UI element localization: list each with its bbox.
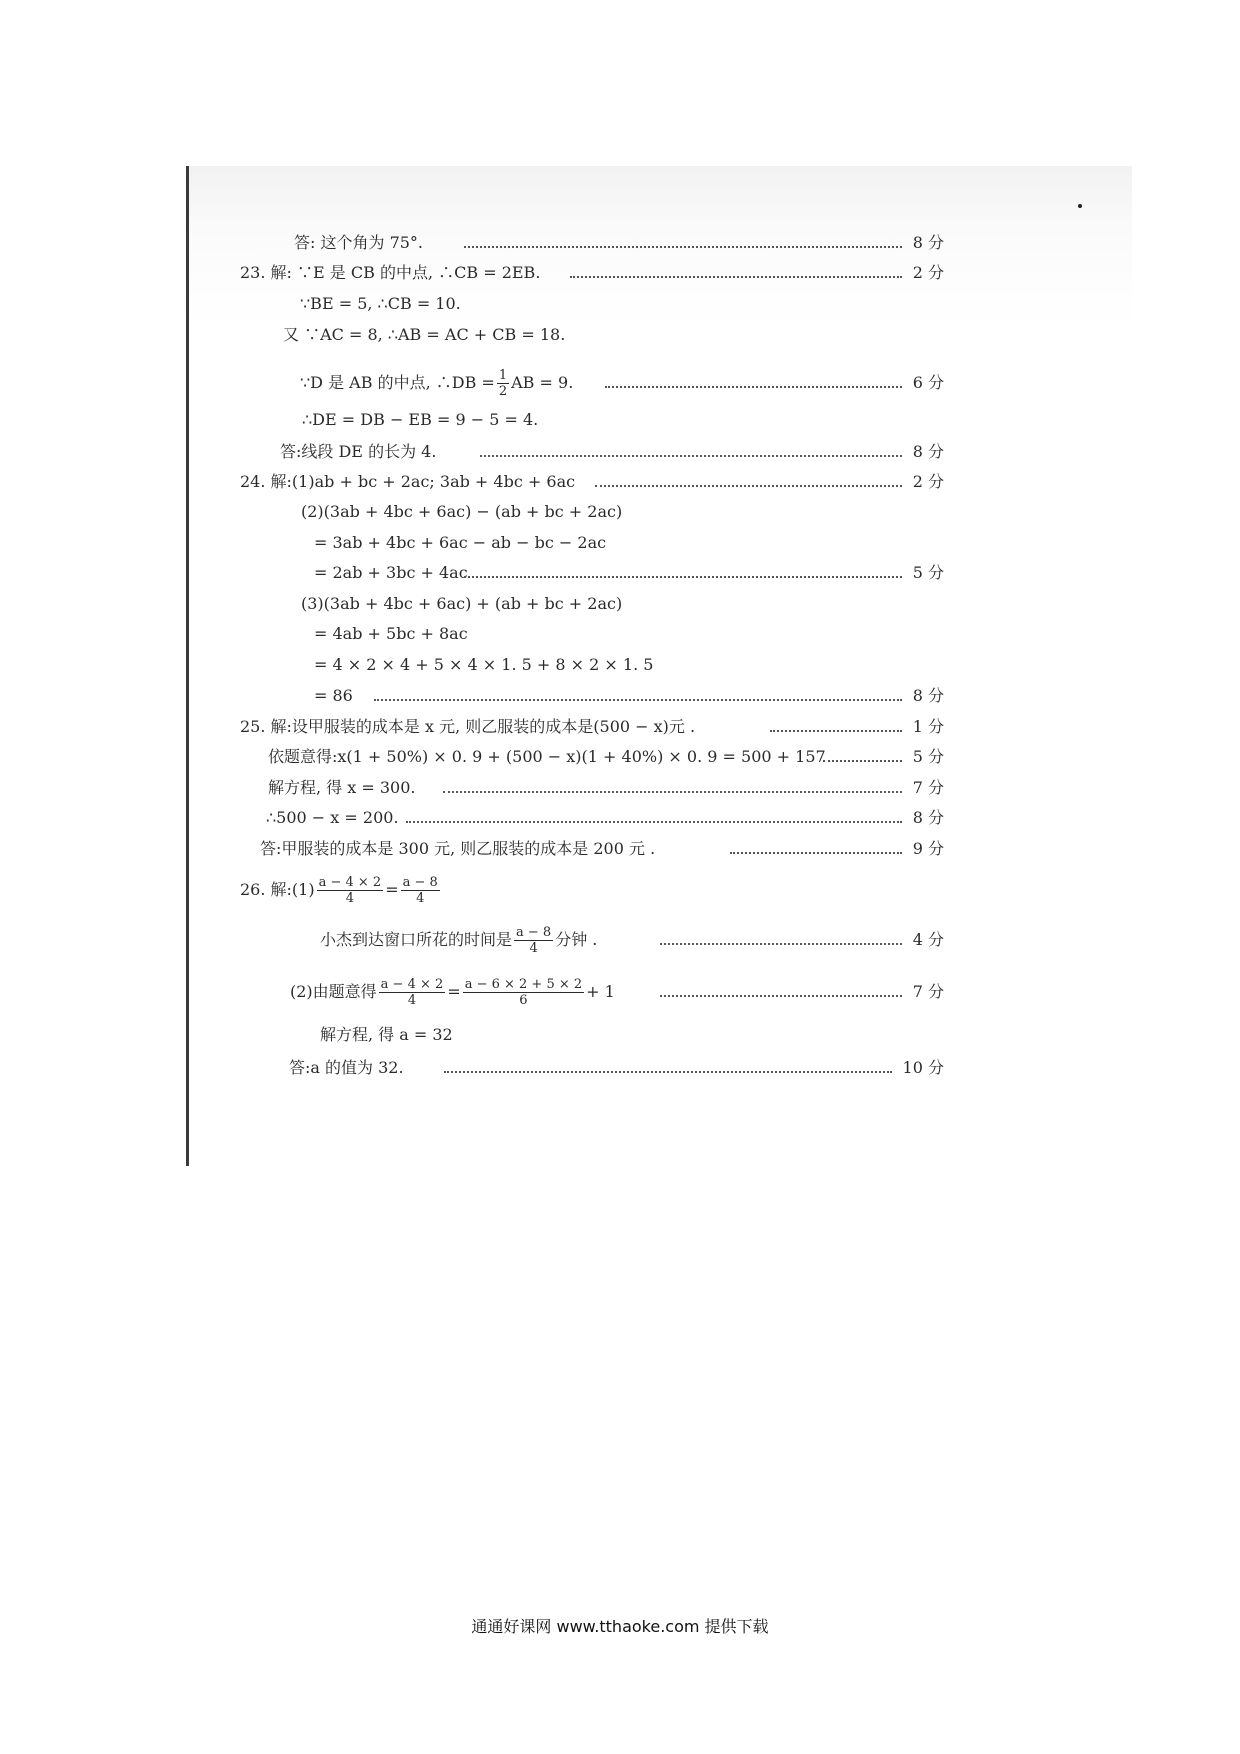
answer-line [280,438,944,466]
answer-text-pre: ∵D 是 AB 的中点, ∴DB = [300,373,495,392]
answer-line [314,559,944,587]
dotted-leader [823,760,902,762]
score-label: 2 分 [912,472,944,491]
answer-text: 解方程, 得 x = 300. [268,778,416,797]
answer-text: 答: 这个角为 75°. [294,233,424,252]
answer-line [268,774,944,802]
answer-text-pre: 小杰到达窗口所花的时间是 [320,930,513,949]
score-label: 2 分 [912,263,944,282]
answer-line [240,468,944,496]
answer-line [314,651,714,679]
answer-line [240,713,944,741]
answer-text-pre: (2)由题意得 [290,982,377,1001]
dotted-leader [464,246,902,248]
answer-line [302,406,702,434]
fraction [379,977,446,1008]
answer-text: (3)(3ab + 4bc + 6ac) + (ab + bc + 2ac) [301,594,623,613]
answer-line [314,682,944,710]
answer-line [290,972,944,1012]
answer-text [240,870,442,910]
answer-line [301,498,701,526]
answer-line [300,290,700,318]
score-label: 8 分 [912,233,944,252]
scan-edge-rule [186,166,189,1166]
fraction [514,925,553,956]
answer-text: ∴500 − x = 200. [266,808,399,827]
dotted-leader [443,791,902,793]
fraction-denominator: 4 [529,941,538,956]
fraction [463,977,584,1008]
answer-line [240,259,944,287]
score-label: 8 分 [912,442,944,461]
fraction-denominator: 4 [407,993,417,1008]
answer-line [320,920,944,960]
answer-line [294,229,944,257]
fraction-numerator: 1 [498,368,508,383]
score-label: 5 分 [912,747,944,766]
answer-text: 解方程, 得 a = 32 [320,1025,453,1044]
fraction [401,875,440,906]
answer-text: ∵BE = 5, ∴CB = 10. [300,294,461,313]
answer-text: 依题意得:x(1 + 50%) × 0. 9 + (500 − x)(1 + 40%) × 0. 9 = 500 + 157 [268,747,826,766]
answer-text-post: + 1 [586,982,615,1001]
score-label: 7 分 [912,778,944,797]
answer-line [300,366,944,400]
fraction-denominator: 6 [519,993,528,1008]
dotted-leader [406,821,902,823]
answer-text: 答:线段 DE 的长为 4. [280,442,437,461]
answer-text: 答:甲服装的成本是 300 元, 则乙服装的成本是 200 元 . [260,839,656,858]
fraction-denominator: 2 [498,384,508,399]
answer-line [320,1021,720,1049]
fraction [317,875,384,906]
answer-text: 24. 解:(1)ab + bc + 2ac; 3ab + 4bc + 6ac [240,472,576,491]
dotted-leader [595,485,902,487]
dotted-leader [480,455,902,457]
answer-line [314,529,714,557]
dotted-leader [464,576,902,578]
answer-line [301,590,701,618]
answer-line [260,835,944,863]
score-label: 10 分 [902,1058,944,1077]
answer-text: = 3ab + 4bc + 6ac − ab − bc − 2ac [314,533,607,552]
score-label: 8 分 [912,686,944,705]
score-label: 9 分 [912,839,944,858]
dotted-leader [374,699,902,701]
fraction-numerator: a − 6 × 2 + 5 × 2 [464,977,583,992]
answer-line [266,804,944,832]
answer-text: 23. 解: ∵E 是 CB 的中点, ∴CB = 2EB. [240,263,541,282]
answer-text: = 86 [314,686,353,705]
answer-line [240,870,640,910]
dotted-leader [770,730,902,732]
fraction-denominator: 4 [416,891,425,906]
fraction [497,368,509,399]
answer-text: = 4ab + 5bc + 8ac [314,624,468,643]
dotted-leader [730,852,902,854]
answer-text: 答:a 的值为 32. [289,1058,404,1077]
answer-text [300,366,573,400]
answer-text-pre: 26. 解:(1) [240,880,315,899]
fraction-numerator: a − 4 × 2 [318,875,382,890]
score-label: 7 分 [912,982,944,1001]
dotted-leader [660,943,902,945]
dotted-leader [605,386,902,388]
score-label: 4 分 [912,930,944,949]
fraction-numerator: a − 8 [402,875,438,890]
score-label: 1 分 [912,717,944,736]
answer-text: 又 ∵AC = 8, ∴AB = AC + CB = 18. [283,325,566,344]
answer-text: ∴DE = DB − EB = 9 − 5 = 4. [302,410,539,429]
answer-text: 25. 解:设甲服装的成本是 x 元, 则乙服装的成本是(500 − x)元 . [240,717,696,736]
fraction-denominator: 4 [345,891,355,906]
dotted-leader [444,1071,892,1073]
fraction-numerator: a − 8 [516,925,552,940]
dotted-leader [660,995,902,997]
score-label: 5 分 [912,563,944,582]
answer-text [320,920,597,960]
fraction-numerator: a − 4 × 2 [380,977,444,992]
answer-text-post: 分钟 . [555,930,598,949]
answer-text: (2)(3ab + 4bc + 6ac) − (ab + bc + 2ac) [301,502,623,521]
score-label: 8 分 [912,808,944,827]
answer-line [314,620,714,648]
dotted-leader [570,276,902,278]
answer-text: = 4 × 2 × 4 + 5 × 4 × 1. 5 + 8 × 2 × 1. 5 [314,655,654,674]
answer-text [290,972,615,1012]
answer-line [289,1054,944,1082]
answer-line [283,321,683,349]
score-label: 6 分 [912,373,944,392]
answer-line [268,743,944,771]
answer-text: = 2ab + 3bc + 4ac [314,563,468,582]
answer-text-post: AB = 9. [511,373,574,392]
equals-sign: = [447,982,461,1001]
footer-watermark: 通通好课网 www.tthaoke.com 提供下载 [471,1617,769,1636]
scan-speck [1078,204,1082,208]
equals-sign: = [385,880,399,899]
